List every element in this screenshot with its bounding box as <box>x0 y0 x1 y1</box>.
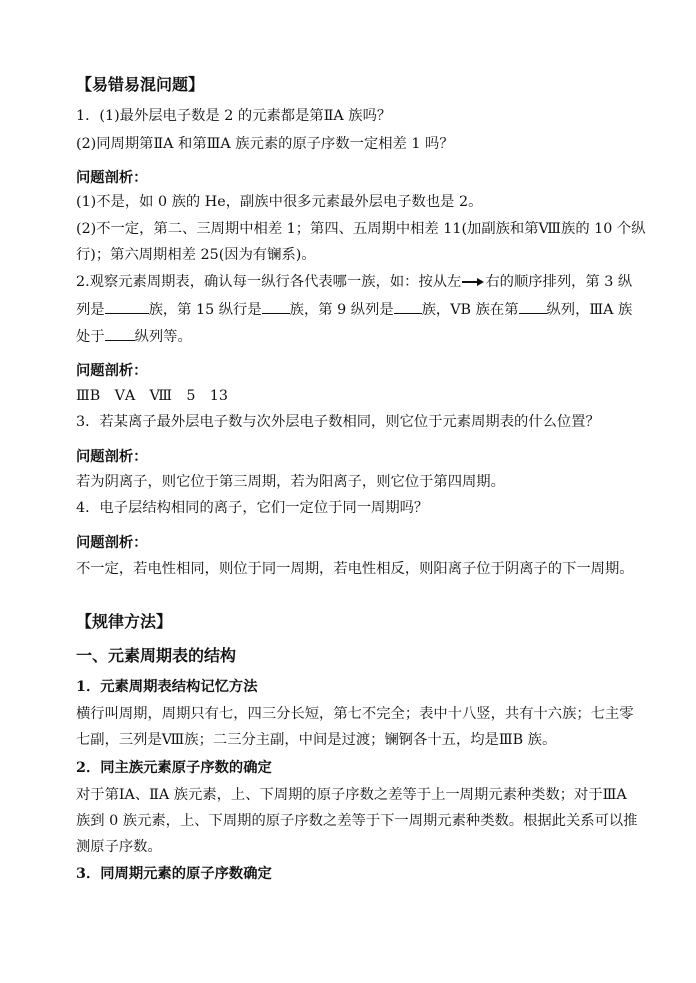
fill-blank-2 <box>262 299 290 314</box>
memory-method-line-1: 横行叫周期，周期只有七，四三分长短，第七不完全；表中十八竖，共有十六族；七主零 <box>76 706 634 722</box>
heading-same-group: 2．同主族元素原子序数的确定 <box>76 760 272 776</box>
question-2-text-a: 2.观察元素周期表，确认每一纵行各代表哪一族，如：按从左 <box>76 274 462 290</box>
question-4: 4．电子层结构相同的离子，它们一定位于同一周期吗？ <box>76 500 429 516</box>
question-2-text-g: 纵列，ⅢA 族 <box>546 302 633 318</box>
analysis-heading-4: 问题剖析： <box>76 535 148 551</box>
fill-blank-4 <box>519 299 547 314</box>
analysis-heading-3: 问题剖析： <box>76 449 148 465</box>
question-1-line-1: 1．(1)最外层电子数是 2 的元素都是第ⅡA 族吗？ <box>76 108 392 124</box>
question-3: 3．若某离子最外层电子数与次外层电子数相同，则它位于元素周期表的什么位置？ <box>76 414 600 430</box>
question-2-line-2 <box>76 299 632 320</box>
fill-blank-1 <box>105 299 149 314</box>
right-arrow-icon <box>462 277 484 287</box>
question-2-line-3 <box>76 326 192 347</box>
analysis-1-line-1: (1)不是，如 0 族的 He，副族中很多元素最外层电子数也是 2。 <box>76 194 483 210</box>
same-group-line-3: 测原子序数。 <box>76 839 162 855</box>
section-title-rules-methods: 【规律方法】 <box>76 612 173 631</box>
analysis-1-line-2: (2)不一定，第二、三周期中相差 1；第四、五周期中相差 11(加副族和第Ⅷ族的 10 个纵 <box>76 221 646 237</box>
question-2-text-b: 右的顺序排列，第 3 纵 <box>485 274 633 290</box>
question-2-line-1 <box>76 272 632 292</box>
analysis-2-answer: ⅢB ⅤA Ⅷ 5 13 <box>76 388 228 404</box>
fill-blank-3 <box>394 299 422 314</box>
heading-memory-method: 1．元素周期表结构记忆方法 <box>76 679 258 695</box>
memory-method-line-2: 七副，三列是Ⅷ族；二三分主副，中间是过渡；镧锕各十五，均是ⅢB 族。 <box>76 732 557 748</box>
fill-blank-5 <box>105 326 135 341</box>
analysis-4-line-1: 不一定，若电性相同，则位于同一周期，若电性相反，则阳离子位于阴离子的下一周期。 <box>76 561 634 577</box>
same-group-line-2: 族到 0 族元素，上、下周期的原子序数之差等于下一周期元素种类数。根据此关系可以推 <box>76 813 638 829</box>
heading-same-period: 3．同周期元素的原子序数确定 <box>76 866 272 882</box>
section-title-common-mistakes: 【易错易混问题】 <box>76 75 205 94</box>
analysis-heading-2: 问题剖析： <box>76 363 148 379</box>
question-2-text-i: 纵列等。 <box>134 329 192 345</box>
question-2-text-e: 族，第 9 纵列是 <box>289 302 394 318</box>
same-group-line-1: 对于第ⅠA、ⅡA 族元素，上、下周期的原子序数之差等于上一周期元素种类数；对于ⅢA <box>76 787 627 803</box>
analysis-heading-1: 问题剖析： <box>76 170 148 186</box>
analysis-3-line-1: 若为阴离子，则它位于第三周期，若为阳离子，则它位于第四周期。 <box>76 474 505 490</box>
question-1-line-2: (2)同周期第ⅡA 和第ⅢA 族元素的原子序数一定相差 1 吗？ <box>76 136 454 152</box>
question-2-text-h: 处于 <box>76 329 105 345</box>
question-2-text-f: 族，VB 族在第 <box>421 302 519 318</box>
question-2-text-c: 列是 <box>76 302 105 318</box>
analysis-1-line-3: 行)；第六周期相差 25(因为有镧系)。 <box>76 247 316 263</box>
subsection-title-periodic-table-structure: 一、元素周期表的结构 <box>76 646 237 665</box>
question-2-text-d: 族，第 15 纵行是 <box>148 302 262 318</box>
